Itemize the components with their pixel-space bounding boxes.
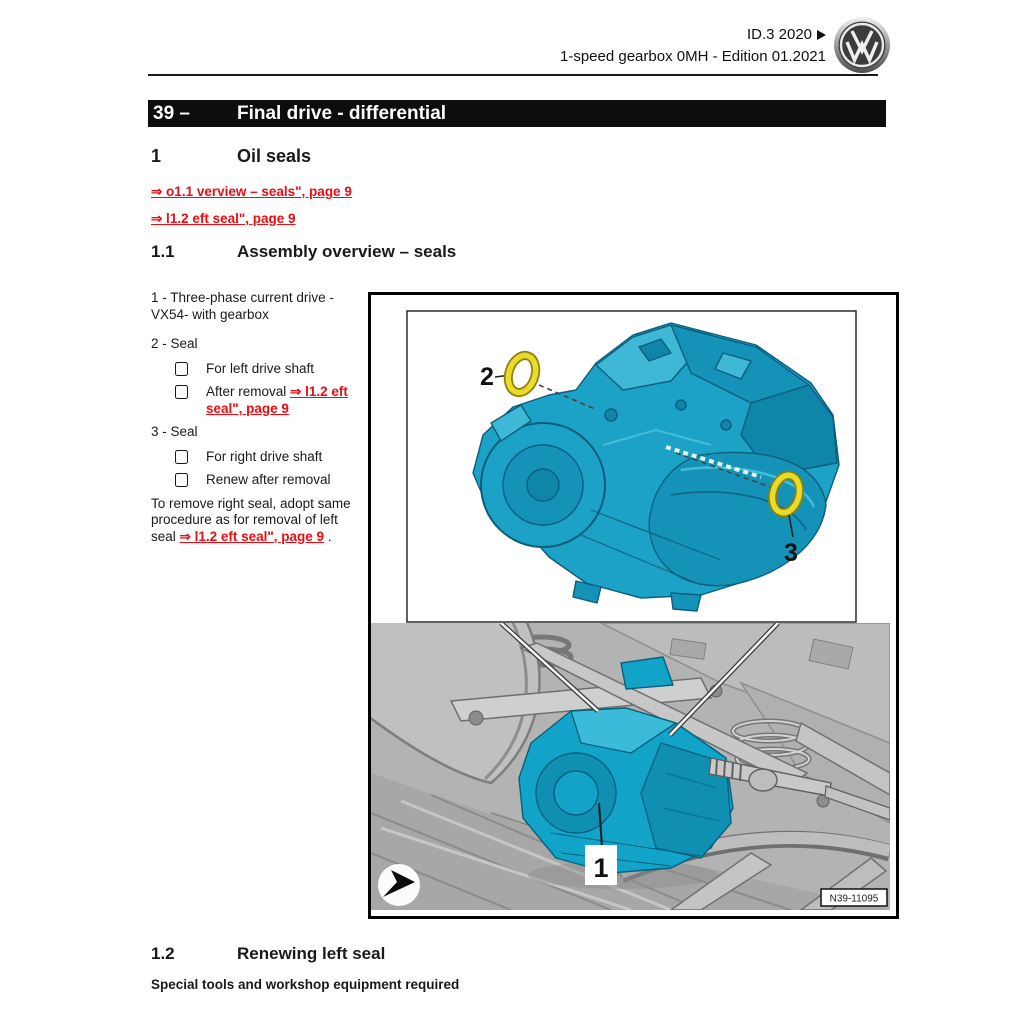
legend-item-2-bullet-1 [151,361,365,378]
section-number: 1 [151,146,162,166]
checkbox-icon [175,385,188,399]
chapter-number: 39 – [153,102,190,124]
link-renewing-left-seal[interactable]: ⇒ l1.2 eft seal", page 9 [151,211,296,226]
checkbox-icon [175,450,188,464]
callout-3-label: 3 [784,539,798,567]
bullet-text-prefix: After removal [206,384,291,399]
note-text: To remove right seal, adopt same procedure as for removal of left seal [151,495,351,544]
figure-code-label [821,889,887,906]
chapter-title-bar [148,100,886,127]
direction-arrow-icon [378,864,420,906]
link-row-left-seal [151,211,296,227]
legend-item-2-bullet-2 [151,384,365,417]
checkbox-icon [175,362,188,376]
legend-column [151,290,365,558]
section-number: 1.1 [151,242,175,261]
link-left-seal-note[interactable]: ⇒ l1.2 eft seal", page 9 [179,528,325,544]
header-edition-line: 1-speed gearbox 0MH - Edition 01.2021 [559,48,826,65]
section-title: Assembly overview – seals [237,242,457,261]
legend-item-3-title: 3 - Seal [151,424,198,439]
gearbox-exploded-view [371,295,890,623]
vehicle-underside-view [371,623,890,910]
bullet-text: Renew after removal [206,472,331,487]
figure-code-text: N39-11095 [829,893,879,905]
vw-logo [832,15,892,75]
model-range-text: ID.3 2020 [746,26,812,43]
note-suffix: . [324,528,332,544]
section-title: Oil seals [237,146,312,166]
assembly-overview-figure [368,292,899,919]
legend-item-3-bullet-1 [151,449,365,466]
link-row-overview [151,184,352,200]
legend-item-3-bullet-2 [151,472,365,489]
checkbox-icon [175,473,188,487]
callout-1-label: 1 [593,853,609,883]
link-left-seal-inline[interactable]: ⇒ l1.2 eft seal", page 9 [206,384,348,416]
section-heading-oil-seals [151,146,311,167]
header-model-line [560,24,826,46]
section-title: Renewing left seal [237,944,386,963]
section-heading-assembly-overview [151,242,456,262]
legend-note [151,496,365,546]
link-assembly-overview[interactable]: ⇒ o1.1 verview – seals", page 9 [151,184,352,199]
bullet-text [206,384,365,417]
legend-item-1: 1 - Three-phase current drive -VX54- with gearbox [151,290,334,322]
header-divider [148,74,878,76]
callout-2-label: 2 [480,363,494,391]
bullet-text: For right drive shaft [206,448,323,464]
section-heading-renewing-left-seal [151,944,385,964]
bullet-text: For left drive shaft [206,360,315,376]
model-range-arrow-icon [817,30,826,40]
special-tools-line: Special tools and workshop equipment required [151,977,460,992]
header-block [560,24,826,68]
legend-item-2-title: 2 - Seal [151,336,198,351]
section-number: 1.2 [151,944,175,963]
chapter-title: Final drive - differential [237,102,447,124]
